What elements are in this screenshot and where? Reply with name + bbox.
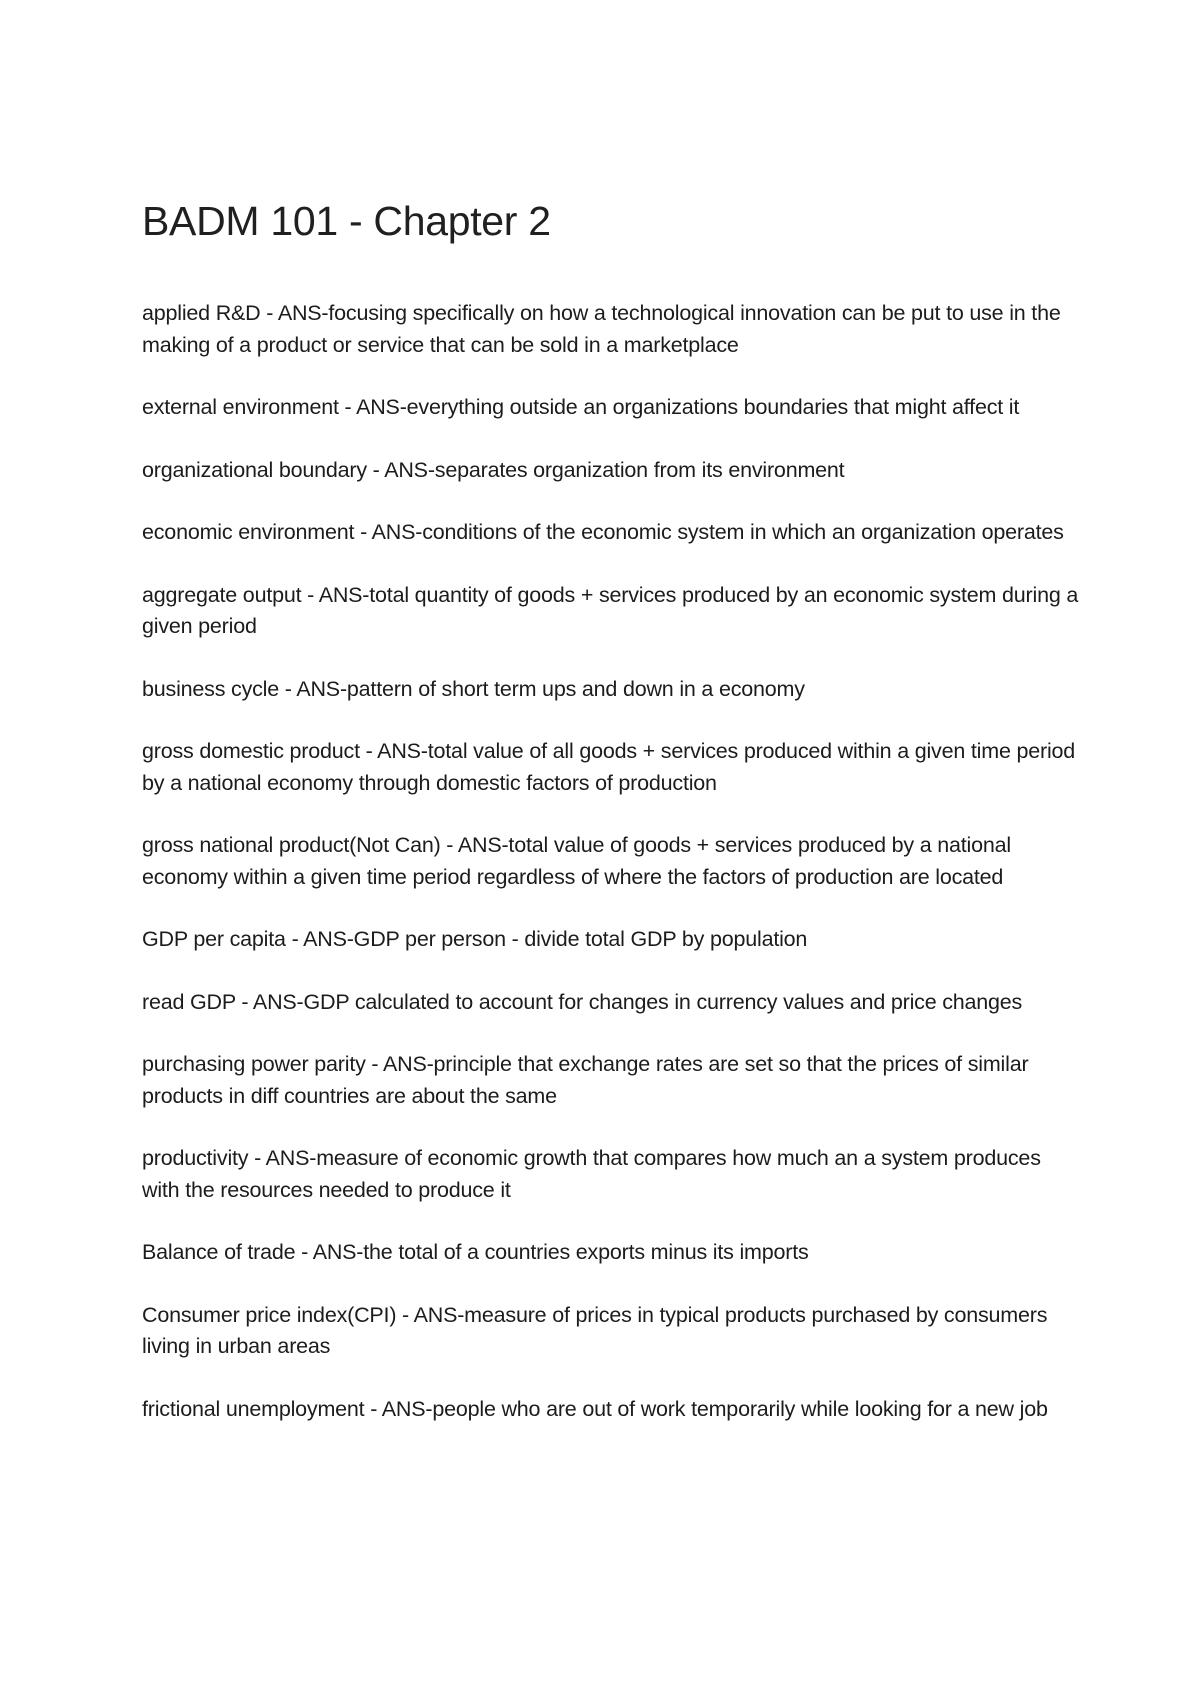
glossary-entry: gross national product(Not Can) - ANS-total value of goods + services produced by a national economy within a given time period regardless of where the factors of production are located: [142, 833, 1011, 889]
glossary-entry: purchasing power parity - ANS-principle that exchange rates are set so that the prices of similar products in diff countries are about the same: [142, 1052, 1029, 1108]
glossary-entry: aggregate output - ANS-total quantity of goods + services produced by an economic system during a given period: [142, 582, 1079, 638]
page-title: BADM 101 - Chapter 2: [142, 198, 551, 244]
glossary-entry: Balance of trade - ANS-the total of a countries exports minus its imports: [142, 1240, 809, 1264]
glossary-entry: Consumer price index(CPI) - ANS-measure of prices in typical products purchased by consumers living in urban areas: [142, 1302, 1048, 1358]
glossary-entry: productivity - ANS-measure of economic growth that compares how much an a system produces with the resources needed to produce it: [142, 1146, 1041, 1202]
glossary-entry: organizational boundary - ANS-separates organization from its environment: [142, 457, 845, 482]
glossary-list: [142, 298, 1082, 1456]
glossary-entry: GDP per capita - ANS-GDP per person - divide total GDP by population: [142, 927, 808, 951]
glossary-entry: read GDP - ANS-GDP calculated to account for changes in currency values and price changes: [142, 989, 1023, 1014]
glossary-entry: business cycle - ANS-pattern of short term ups and down in a economy: [142, 676, 805, 701]
glossary-entry: gross domestic product - ANS-total value of all goods + services produced within a given time period by a national economy through domestic factors of production: [142, 739, 1076, 795]
glossary-entry: frictional unemployment - ANS-people who are out of work temporarily while looking for a new job: [142, 1396, 1048, 1421]
glossary-entry: applied R&D - ANS-focusing specifically on how a technological innovation can be put to use in the making of a product or service that can be sold in a marketplace: [142, 301, 1061, 357]
glossary-entry: external environment - ANS-everything outside an organizations boundaries that might affect it: [142, 395, 1020, 419]
glossary-entry: economic environment - ANS-conditions of the economic system in which an organization operates: [142, 520, 1064, 544]
